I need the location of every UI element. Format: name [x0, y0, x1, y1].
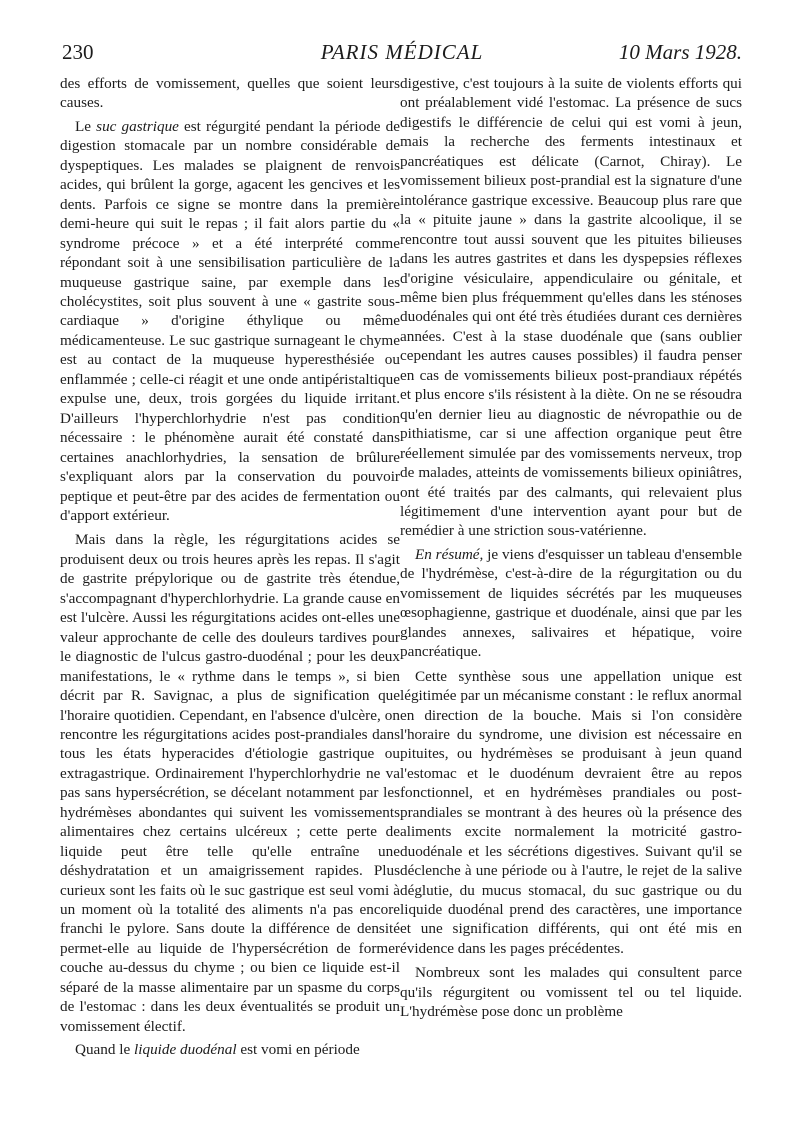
issue-date: 10 Mars 1928. [618, 40, 742, 64]
paragraph-en-resume: En résumé, je viens d'esquisser un tableau d'ensemble de l'hydrémèse, c'est-à-dire de la régurgitation ou du vomissement de liquides sécrétés par les muqueuses œsophagienne, gastrique et duodénale, ainsi que par les glandes annexes, salivaires et hépatique, voire pancréatique. [400, 545, 742, 661]
journal-title: PARIS MÉDICAL [320, 40, 484, 64]
emphasis: liquide duodénal [134, 1041, 237, 1059]
paragraph: Nombreux sont les malades qui consultent parce qu'ils régurgitent ou vomissent tel ou tel liquide. L'hydrémèse pose donc un problème [400, 964, 742, 1021]
emphasis: suc gastrique [96, 117, 179, 135]
paragraph: des efforts de vomissement, quelles que soient leurs causes. [60, 75, 400, 112]
paragraph: Cette synthèse sous une appellation unique est légitimée par un mécanisme constant : le reflux anormal en direction de la bouche. Mais si l'on considère l'horaire du syndrome, une division est nécessaire en pituites, ou hydrémèses se produisant à jeun quand l'estomac et le duodénum devraient être au repos fonctionnel, et en hydrémèses prandiales ou post-prandiales se montrant à des heures où la présence des aliments excite normalement la motricité gastro-duodénale et les sécrétions digestives. Suivant qu'il se déclenche à une période ou à l'autre, le rejet de la salive déglutie, du mucus stomacal, du suc gastrique ou du liquide duodénal prend des caractères, une importance et une signification différents, qui ont été mis en évidence dans les pages précédentes. [400, 667, 742, 957]
paragraph-suc-gastrique: Le suc gastrique est régurgité pendant la période de digestion stomacale par un nombre considérable de dyspeptiques. Les malades se plaignent de renvois acides, qui brûlent la gorge, agacent les gencives et les dents. Parfois ce signe se montre dans la première demi-heure qui suit le repas ; il fait alors partie du « syndrome précoce » et a été interprété comme répondant soit à une sensibilisation particulière de la muqueuse gastrique saine, par exemple dans les cholécystites, soit plus souvent à une « gastrite sous-cardiaque » d'origine éthylique ou même médicamenteuse. Le suc gastrique surnageant le chyme est au contact de la muqueuse hyperesthésiée ou enflammée ; celle-ci réagit et une onde antipéristaltique expulse une, deux, trois gorgées du liquide irritant. D'ailleurs l'hyperchlorhydrie n'est pas condition nécessaire : le phénomène aurait été constaté dans certaines anachlorhydries, la sensation de brûlure s'expliquant alors par la conservation du pouvoir peptique et peut-être par des acides de fermentation ou d'apport extérieur. [60, 117, 400, 524]
left-column [60, 74, 400, 1060]
emphasis: En résumé, [415, 545, 484, 563]
paragraph-liquide-duodenal: Quand le liquide duodénal est vomi en période [75, 1041, 360, 1059]
page-number: 230 [62, 40, 94, 64]
paragraph: Mais dans la règle, les régurgitations acides se produisent deux ou trois heures après les repas. Il s'agit de gastrite prépylorique ou de gastrite très étendue, s'accompagnant d'hyperchlorhydrie. La grande cause en est l'ulcère. Aussi les régurgitations acides ont-elles une valeur approchante de celle des douleurs tardives pour le diagnostic de l'ulcus gastro-duodénal ; pour les deux manifestations, le « rythme dans le temps », si bien décrit par R. Savignac, a plus de signification que l'horaire quotidien. Cependant, en l'absence d'ulcère, on rencontre les régurgitations acides post-prandiales dans tous les états hyperacides d'étiologie gastrique ou extragastrique. Ordinairement l'hyperchlorhydrie ne va pas sans hypersécrétion, se décelant notamment par les hydrémèses abondantes qui suivent les vomissements alimentaires chez certains ulcéreux ; cette perte de liquide peut être telle qu'elle entraîne une déshydratation et un amaigrissement rapides. Plus curieux sont les faits où le suc gastrique est seul vomi à un moment où la totalité des aliments n'a pas encore franchi le pylore. Sans doute la différence de densité permet-elle au liquide de l'hypersécrétion de former couche au-dessus du chyme ; ou bien ce liquide est-il séparé de la masse alimentaire par un spasme du corps de l'estomac : dans les deux éventualités se produit un vomissement électif. [60, 531, 400, 1035]
right-column [400, 74, 742, 1022]
paragraph: digestive, c'est toujours à la suite de violents efforts qui ont préalablement vidé l'estomac. La présence de sucs digestifs le différencie de celui qui est vomi à jeun, mais la recherche des ferments intestinaux et pancréatiques est délicate (Carnot, Chiray). Le vomissement bilieux post-prandial est la signature d'une intolérance gastrique excessive. Beaucoup plus rare que la « pituite jaune » dans la gastrite alcoolique, il se rencontre tout aussi souvent que les pituites bilieuses dans les autres gastrites et dans les dyspepsies réflexes d'origine vésiculaire, appendiculaire ou génitale, et même bien plus fréquemment qu'elles dans les sténoses duodénales qui ont été très étudiées durant ces dernières années. C'est à la stase duodénale que (sans oublier cependant les autres causes possibles) il faudra penser en cas de vomissements bilieux post-prandiaux répétés et plus encore s'ils résistent à la diète. On ne se résoudra qu'en dernier lieu au diagnostic de névropathie ou de pithiatisme, car si une affection organique peut être réellement simulée par des vomissements nerveux, trop de malades, atteints de vomissements bilieux opiniâtres, ont été traités par des calmants, qui relevaient plus légitimement d'une intervention ayant pour but de remédier à une striction sous-vatérienne. [400, 75, 742, 540]
page-header [62, 40, 742, 74]
